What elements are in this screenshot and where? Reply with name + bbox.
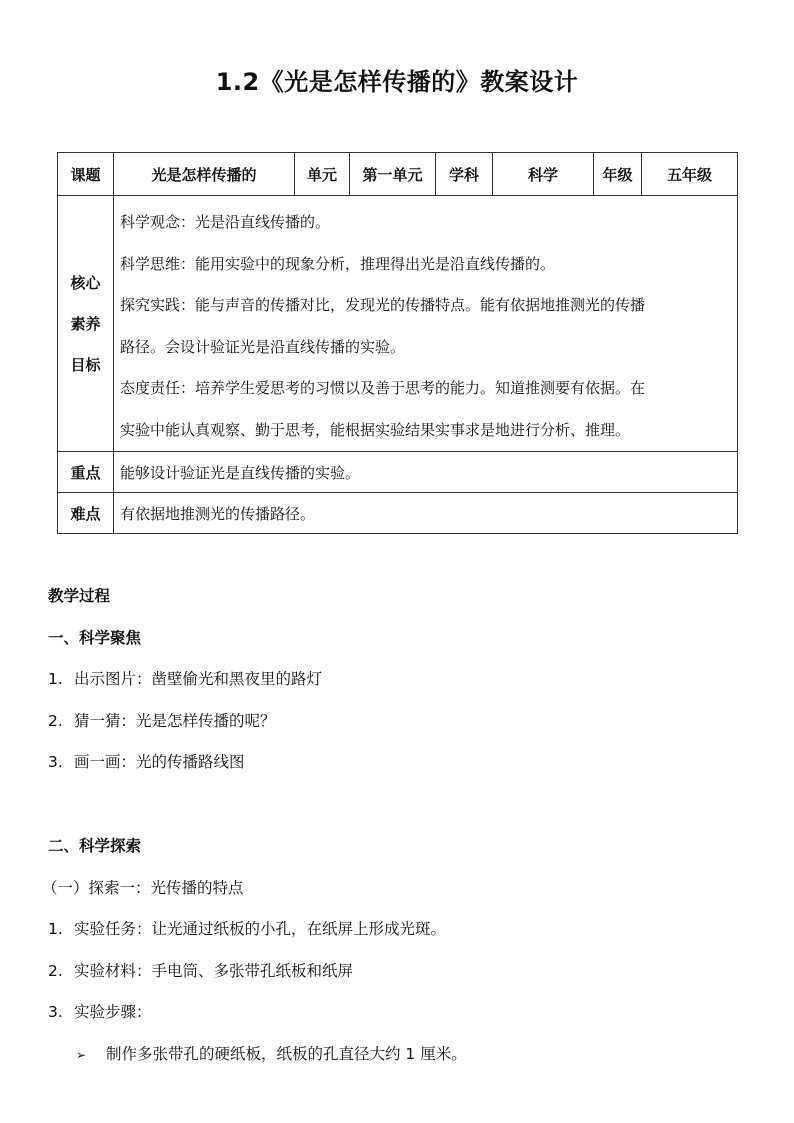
item-text: 出示图片：凿壁偷光和黑夜里的路灯	[74, 670, 323, 688]
core-goals-row	[58, 196, 738, 452]
header-cell-grade-label: 年级	[594, 153, 642, 196]
core-goals-label-line: 目标	[70, 356, 101, 374]
core-goals-label-line: 核心	[70, 274, 101, 292]
header-cell-topic-label: 课题	[58, 153, 114, 196]
part2-item	[48, 917, 446, 939]
key-point-text: 能够设计验证光是直线传播的实验。	[114, 452, 738, 493]
item-number: 3.	[48, 753, 63, 771]
item-number: 1.	[48, 920, 63, 938]
part1-heading: 一、科学聚焦	[48, 629, 142, 647]
bullet-item	[76, 1042, 467, 1064]
core-goals-label-line: 素养	[70, 315, 101, 333]
table-header-row	[58, 153, 738, 196]
part2-item	[48, 1000, 152, 1022]
bullet-text: 制作多张带孔的硬纸板，纸板的孔直径大约 1 厘米。	[106, 1045, 467, 1063]
item-text: 实验任务：让光通过纸板的小孔，在纸屏上形成光斑。	[74, 920, 447, 938]
core-goals-label	[58, 196, 114, 452]
item-number: 2.	[48, 712, 63, 730]
document-title: 1.2《光是怎样传播的》教案设计	[215, 68, 579, 96]
item-text: 实验步骤：	[74, 1003, 152, 1021]
header-cell-unit: 第一单元	[350, 153, 436, 196]
core-goal-line: 科学观念：光是沿直线传播的。	[120, 213, 331, 231]
part2-item	[48, 959, 353, 981]
part2-heading: 二、科学探索	[48, 837, 142, 855]
header-cell-unit-label: 单元	[295, 153, 350, 196]
item-text: 猜一猜：光是怎样传播的呢？	[74, 712, 276, 730]
arrow-bullet-icon: ➢	[76, 1048, 87, 1062]
process-heading: 教学过程	[48, 587, 111, 605]
core-goal-line: 探究实践：能与声音的传播对比，发现光的传播特点。能有依据地推测光的传播	[120, 296, 646, 314]
header-cell-subject-label: 学科	[436, 153, 493, 196]
key-point-row	[58, 452, 738, 493]
difficulty-text: 有依据地推测光的传播路径。	[114, 493, 738, 534]
item-number: 1.	[48, 670, 63, 688]
core-goal-line: 实验中能认真观察、勤于思考，能根据实验结果实事求是地进行分析、推理。	[120, 420, 631, 439]
part1-item	[48, 667, 322, 689]
item-number: 2.	[48, 962, 63, 980]
lesson-info-table	[57, 152, 738, 534]
part1-item	[48, 750, 245, 772]
core-goals-content	[114, 196, 738, 452]
core-goal-line: 路径。会设计验证光是沿直线传播的实验。	[120, 337, 406, 356]
core-goal-line: 科学思维：能用实验中的现象分析，推理得出光是沿直线传播的。	[120, 254, 556, 273]
header-cell-subject: 科学	[493, 153, 594, 196]
part2-subheading: （一）探索一：光传播的特点	[42, 879, 244, 897]
item-number: 3.	[48, 1003, 63, 1021]
difficulty-row	[58, 493, 738, 534]
header-cell-topic: 光是怎样传播的	[114, 153, 295, 196]
core-goal-line: 态度责任：培养学生爱思考的习惯以及善于思考的能力。知道推测要有依据。在	[120, 379, 646, 397]
part1-item	[48, 709, 276, 731]
difficulty-label: 难点	[58, 493, 114, 534]
header-cell-grade: 五年级	[642, 153, 738, 196]
item-text: 画一画：光的传播路线图	[74, 753, 245, 771]
item-text: 实验材料：手电筒、多张带孔纸板和纸屏	[74, 962, 354, 980]
key-point-label: 重点	[58, 452, 114, 493]
